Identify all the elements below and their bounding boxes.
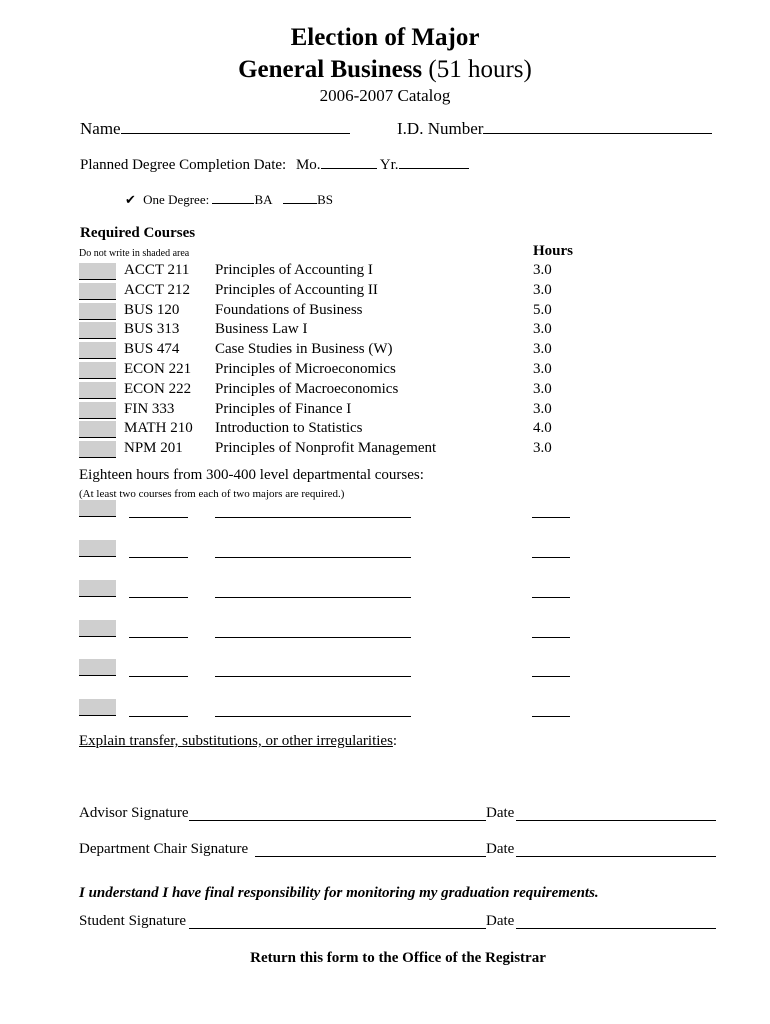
- bs-label: BS: [317, 192, 333, 207]
- irregularities-colon: :: [392, 733, 398, 749]
- completion-label: Planned Degree Completion Date:: [80, 157, 287, 173]
- shaded-box: [79, 362, 116, 379]
- course-code: NPM 201: [124, 440, 183, 456]
- course-title: Foundations of Business: [215, 302, 363, 318]
- elective-code-line[interactable]: [129, 556, 188, 558]
- course-title: Introduction to Statistics: [215, 420, 363, 436]
- catalog-year: 2006-2007 Catalog: [319, 86, 451, 105]
- elective-title-line[interactable]: [215, 675, 411, 677]
- elective-code-line[interactable]: [129, 636, 188, 638]
- course-hours: 3.0: [533, 381, 552, 397]
- course-code: BUS 120: [124, 302, 180, 318]
- shaded-box: [79, 500, 116, 517]
- course-code: MATH 210: [124, 420, 193, 436]
- elective-title-line[interactable]: [215, 596, 411, 598]
- elective-hours-line[interactable]: [532, 675, 570, 677]
- course-hours: 4.0: [533, 420, 552, 436]
- shaded-box: [79, 580, 116, 597]
- course-hours: 3.0: [533, 341, 552, 357]
- completion-date-field: [80, 155, 469, 174]
- major-hours: (51 hours): [428, 56, 532, 83]
- elective-title-line[interactable]: [215, 556, 411, 558]
- irregularities-prompt: [79, 733, 397, 750]
- elective-title-line[interactable]: [215, 636, 411, 638]
- elective-hours-line[interactable]: [532, 715, 570, 717]
- electives-heading: Eighteen hours from 300-400 level departmental courses:: [79, 467, 424, 483]
- course-code: BUS 313: [124, 321, 180, 337]
- course-title: Principles of Accounting II: [215, 282, 378, 298]
- name-input-line[interactable]: [121, 117, 350, 134]
- shaded-box: [79, 699, 116, 716]
- elective-code-line[interactable]: [129, 516, 188, 518]
- advisor-signature-line[interactable]: [189, 819, 486, 821]
- course-code: ACCT 211: [124, 262, 190, 278]
- bs-input-line[interactable]: [283, 192, 317, 204]
- student-date-label: Date: [486, 913, 515, 929]
- course-hours: 3.0: [533, 282, 552, 298]
- elective-title-line[interactable]: [215, 715, 411, 717]
- form-title: Election of Major: [290, 24, 480, 51]
- course-hours: 3.0: [533, 401, 552, 417]
- course-title: Business Law I: [215, 321, 308, 337]
- shaded-box: [79, 322, 116, 339]
- course-title: Principles of Accounting I: [215, 262, 373, 278]
- shaded-box: [79, 342, 116, 359]
- elective-code-line[interactable]: [129, 715, 188, 717]
- year-label: Yr.: [379, 157, 399, 173]
- return-instructions: Return this form to the Office of the Registrar: [250, 950, 546, 966]
- course-code: FIN 333: [124, 401, 175, 417]
- advisor-date-label: Date: [486, 805, 515, 821]
- id-field[interactable]: [397, 117, 712, 139]
- name-field[interactable]: [80, 117, 350, 139]
- shaded-box: [79, 421, 116, 438]
- shaded-box: [79, 540, 116, 557]
- check-icon: ✔: [125, 192, 136, 207]
- month-input-line[interactable]: [321, 155, 377, 169]
- course-hours: 5.0: [533, 302, 552, 318]
- course-hours: 3.0: [533, 321, 552, 337]
- month-label: Mo.: [295, 157, 321, 173]
- advisor-signature-label: Advisor Signature: [79, 805, 189, 821]
- ba-label: BA: [254, 192, 272, 207]
- elective-hours-line[interactable]: [532, 636, 570, 638]
- student-signature-label: Student Signature: [79, 913, 187, 929]
- course-code: ACCT 212: [124, 282, 190, 298]
- shaded-box: [79, 402, 116, 419]
- shaded-area-note: Do not write in shaded area: [79, 248, 190, 259]
- student-signature-line[interactable]: [189, 927, 486, 929]
- major-heading: [0, 56, 770, 84]
- shaded-box: [79, 382, 116, 399]
- responsibility-statement: I understand I have final responsibility for monitoring my graduation requirements.: [79, 885, 599, 901]
- irregularities-label: Explain transfer, substitutions, or other irregularities: [79, 733, 393, 749]
- name-label: Name: [80, 119, 121, 138]
- hours-column-header: Hours: [533, 243, 574, 259]
- ba-input-line[interactable]: [212, 192, 254, 204]
- chair-signature-line[interactable]: [255, 855, 486, 857]
- year-input-line[interactable]: [399, 155, 469, 169]
- shaded-box: [79, 263, 116, 280]
- major-name: General Business: [238, 56, 423, 83]
- elective-code-line[interactable]: [129, 596, 188, 598]
- shaded-box: [79, 303, 116, 320]
- shaded-box: [79, 283, 116, 300]
- advisor-date-line[interactable]: [516, 819, 716, 821]
- student-date-line[interactable]: [516, 927, 716, 929]
- required-courses-heading: Required Courses: [80, 225, 196, 241]
- id-label: I.D. Number: [397, 119, 484, 138]
- id-input-line[interactable]: [483, 117, 712, 134]
- course-hours: 3.0: [533, 440, 552, 456]
- elective-title-line[interactable]: [215, 516, 411, 518]
- course-title: Principles of Microeconomics: [215, 361, 396, 377]
- chair-date-line[interactable]: [516, 855, 716, 857]
- chair-signature-label: Department Chair Signature: [79, 841, 249, 857]
- elective-hours-line[interactable]: [532, 556, 570, 558]
- elective-hours-line[interactable]: [532, 596, 570, 598]
- elective-hours-line[interactable]: [532, 516, 570, 518]
- shaded-box: [79, 620, 116, 637]
- shaded-box: [79, 441, 116, 458]
- electives-note: (At least two courses from each of two majors are required.): [79, 488, 345, 500]
- course-code: ECON 221: [124, 361, 192, 377]
- shaded-box: [79, 659, 116, 676]
- course-hours: 3.0: [533, 262, 552, 278]
- chair-date-label: Date: [486, 841, 515, 857]
- elective-code-line[interactable]: [129, 675, 188, 677]
- course-title: Principles of Finance I: [215, 401, 352, 417]
- course-code: ECON 222: [124, 381, 192, 397]
- degree-type-field: [125, 192, 333, 208]
- course-title: Principles of Nonprofit Management: [215, 440, 437, 456]
- course-hours: 3.0: [533, 361, 552, 377]
- one-degree-label: One Degree:: [143, 192, 210, 207]
- course-title: Case Studies in Business (W): [215, 341, 393, 357]
- course-code: BUS 474: [124, 341, 180, 357]
- course-title: Principles of Macroeconomics: [215, 381, 399, 397]
